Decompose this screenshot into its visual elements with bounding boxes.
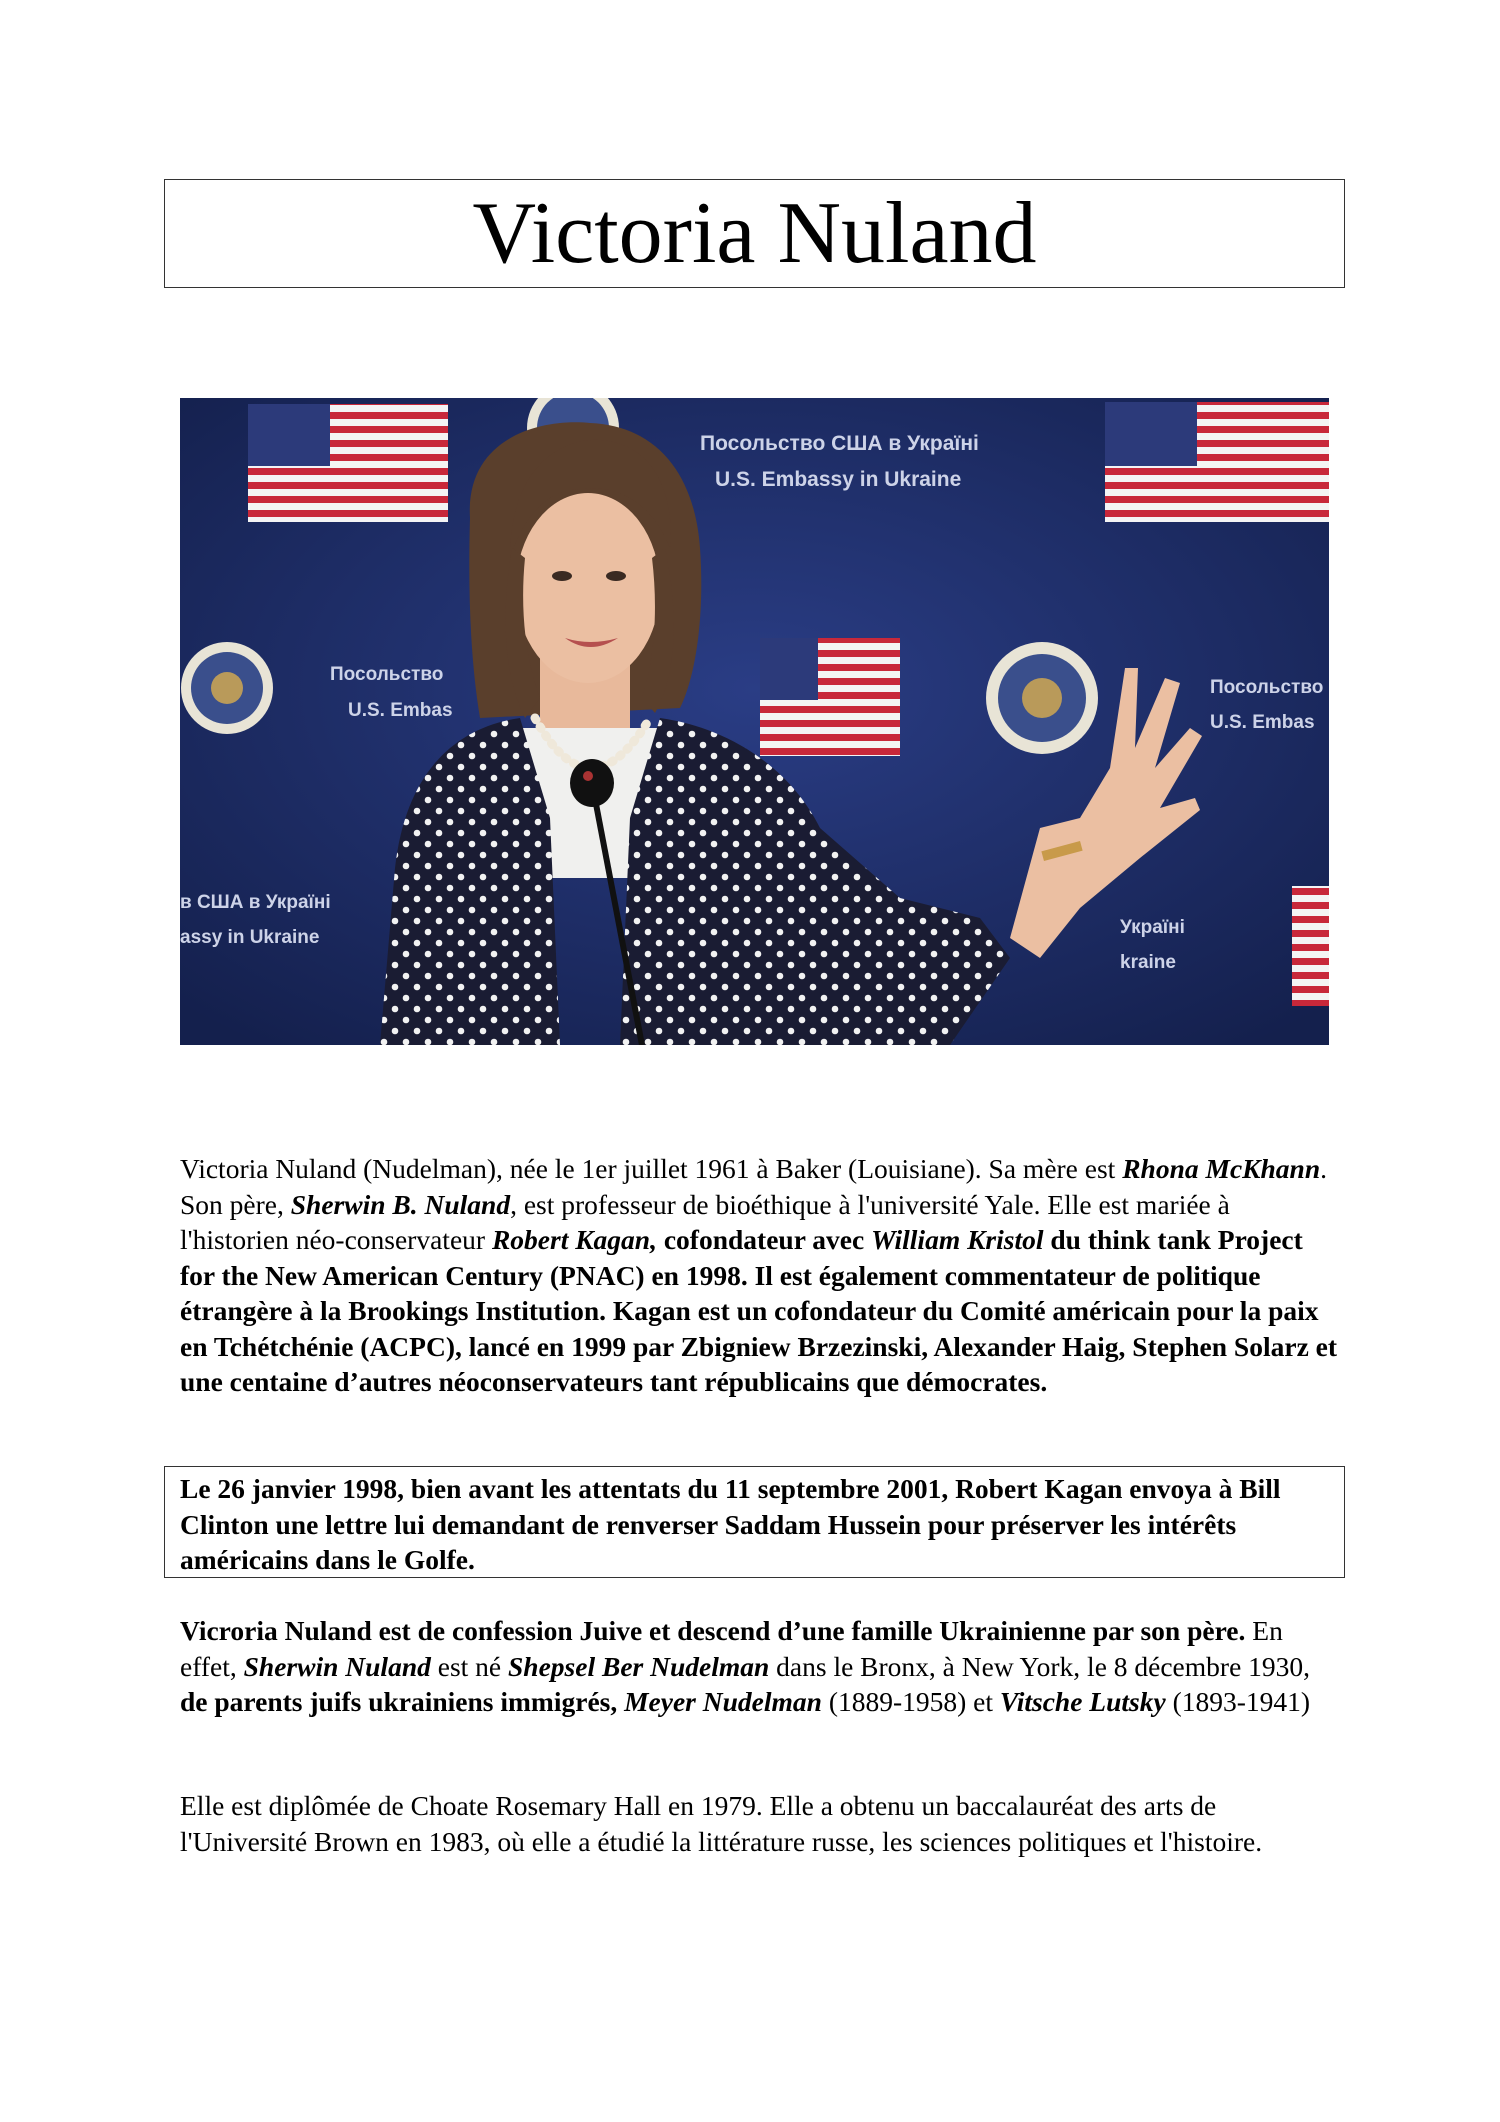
- p1-name-kristol: William Kristol: [871, 1224, 1044, 1255]
- sign-bottom-right-2: kraine: [1120, 952, 1176, 973]
- p1-name-kagan: Robert Kagan,: [491, 1224, 657, 1255]
- paragraph-origins: [180, 1613, 1340, 1720]
- p1-text-1: Victoria Nuland (Nudelman), née le 1er juillet 1961 à Baker (Louisiane). Sa mère est: [180, 1153, 1123, 1184]
- embassy-seal-right: [986, 642, 1098, 754]
- p1-text-5: du think tank Project for the New American Century (PNAC) en 1998. Il est également commentateur de politique étrangère à la Brookings Institution. Kagan est un cofondateur du Comité américain pour la paix en Tchétchénie (ACPC), lancé en 1999 par Zbigniew Brzezinski, Alexander Haig, Stephen Solarz et une centaine d’autres néoconservateurs tant républicains que démocrates.: [180, 1224, 1338, 1397]
- sign-bottom-right-1: Україні: [1120, 917, 1185, 938]
- paragraph-education: [180, 1788, 1340, 1859]
- p1-name-rhona: Rhona McKhann: [1122, 1153, 1321, 1184]
- page-title: Victoria Nuland: [472, 184, 1037, 282]
- sign-ru-left: Посольство: [330, 664, 444, 685]
- p3-text-5: de parents juifs ukrainiens immigrés,: [180, 1686, 618, 1717]
- embassy-seal-left: [181, 642, 273, 734]
- p3-text-1: Vicroria Nuland est de confession Juive et descend d’une famille Ukrainienne par son père.: [180, 1615, 1246, 1646]
- sign-bottom-left-1: в США в Україні: [180, 892, 331, 913]
- p3-text-7: (1893-1941): [1165, 1686, 1311, 1717]
- us-flag-bottom-right: [1292, 886, 1329, 1006]
- p2-text: Le 26 janvier 1998, bien avant les attentats du 11 septembre 2001, Robert Kagan envoya à Bill Clinton une lettre lui demandant de renverser Saddam Hussein pour préserver les intérêts américains dans le Golfe.: [180, 1473, 1281, 1575]
- p3-name-sherwin: Sherwin Nuland: [243, 1650, 431, 1682]
- p3-text-2: En effet,: [180, 1615, 1283, 1682]
- photo-illustration: [180, 398, 1329, 1045]
- title-box: [164, 179, 1345, 288]
- sign-en-top: U.S. Embassy in Ukraine: [715, 468, 962, 491]
- p1-text-2: . Son père,: [180, 1153, 1328, 1220]
- highlight-box: [164, 1466, 1345, 1578]
- sign-ru-right: Посольство: [1210, 677, 1324, 698]
- paragraph-biography: [180, 1151, 1340, 1400]
- us-flag-center: [760, 638, 900, 756]
- sign-bottom-left-2: assy in Ukraine: [180, 927, 320, 948]
- p3-name-meyer: Meyer Nudelman: [624, 1686, 822, 1717]
- us-flag-top-right: [1105, 402, 1329, 522]
- sign-en-right: U.S. Embas: [1210, 712, 1315, 733]
- p3-name-vitsche: Vitsche Lutsky: [999, 1686, 1166, 1717]
- p1-text-3: , est professeur de bioéthique à l'université Yale. Elle est mariée à l'historien néo-conservateur: [180, 1188, 1230, 1255]
- p1-text-4: cofondateur avec: [656, 1224, 872, 1255]
- p1-name-sherwin: Sherwin B. Nuland: [290, 1188, 511, 1220]
- us-flag-top-left: [248, 404, 448, 522]
- p3-text-3: est né: [430, 1650, 509, 1682]
- p4-text: Elle est diplômée de Choate Rosemary Hall en 1979. Elle a obtenu un baccalauréat des arts de l'Université Brown en 1983, où elle a étudié la littérature russe, les sciences politiques et l'histoire.: [180, 1790, 1263, 1857]
- sign-en-left: U.S. Embas: [348, 700, 453, 721]
- p3-name-shepsel: Shepsel Ber Nudelman: [508, 1650, 770, 1682]
- sign-ru-top: Посольство США в Україні: [700, 432, 979, 455]
- p3-text-4: dans le Bronx, à New York, le 8 décembre 1930,: [769, 1650, 1311, 1682]
- p3-text-6: (1889-1958) et: [821, 1686, 1000, 1717]
- portrait-photo: [180, 398, 1329, 1045]
